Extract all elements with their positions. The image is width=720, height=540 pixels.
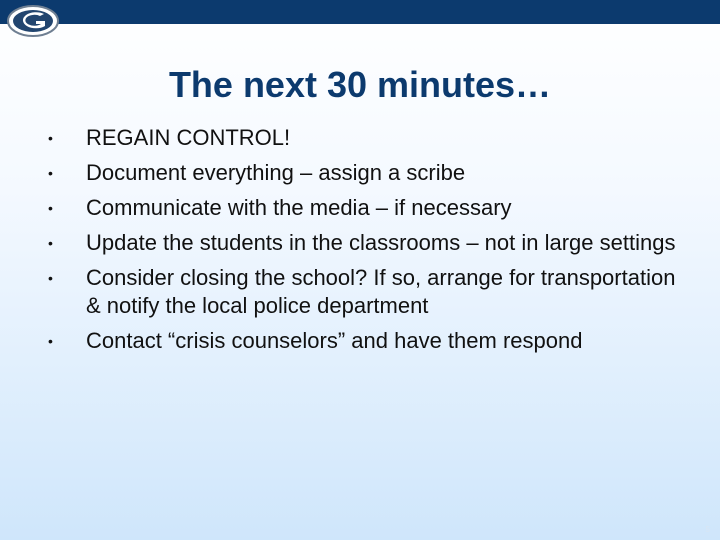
bullet-marker: • [48, 270, 53, 286]
globe-logo-icon [6, 4, 60, 38]
bullet-text: REGAIN CONTROL! [86, 125, 291, 150]
bullet-text: Document everything – assign a scribe [86, 160, 466, 185]
bullet-marker: • [48, 130, 53, 146]
list-item [48, 229, 688, 257]
bullet-marker: • [48, 235, 53, 251]
list-item [48, 124, 688, 152]
list-item [48, 327, 688, 355]
bullet-text: Contact “crisis counselors” and have them respond [86, 328, 583, 353]
bullet-marker: • [48, 200, 53, 216]
slide-number: 5 [705, 525, 710, 534]
bullet-text: Communicate with the media – if necessary [86, 195, 512, 220]
list-item [48, 264, 688, 320]
bullet-text: Consider closing the school? If so, arrange for transportation & notify the local police department [86, 265, 676, 318]
bullet-list [48, 124, 688, 362]
bullet-marker: • [48, 165, 53, 181]
list-item [48, 194, 688, 222]
bullet-text: Update the students in the classrooms – not in large settings [86, 230, 676, 255]
header-bar [0, 0, 720, 24]
list-item [48, 159, 688, 187]
bullet-marker: • [48, 333, 53, 349]
slide-title: The next 30 minutes… [168, 64, 552, 105]
